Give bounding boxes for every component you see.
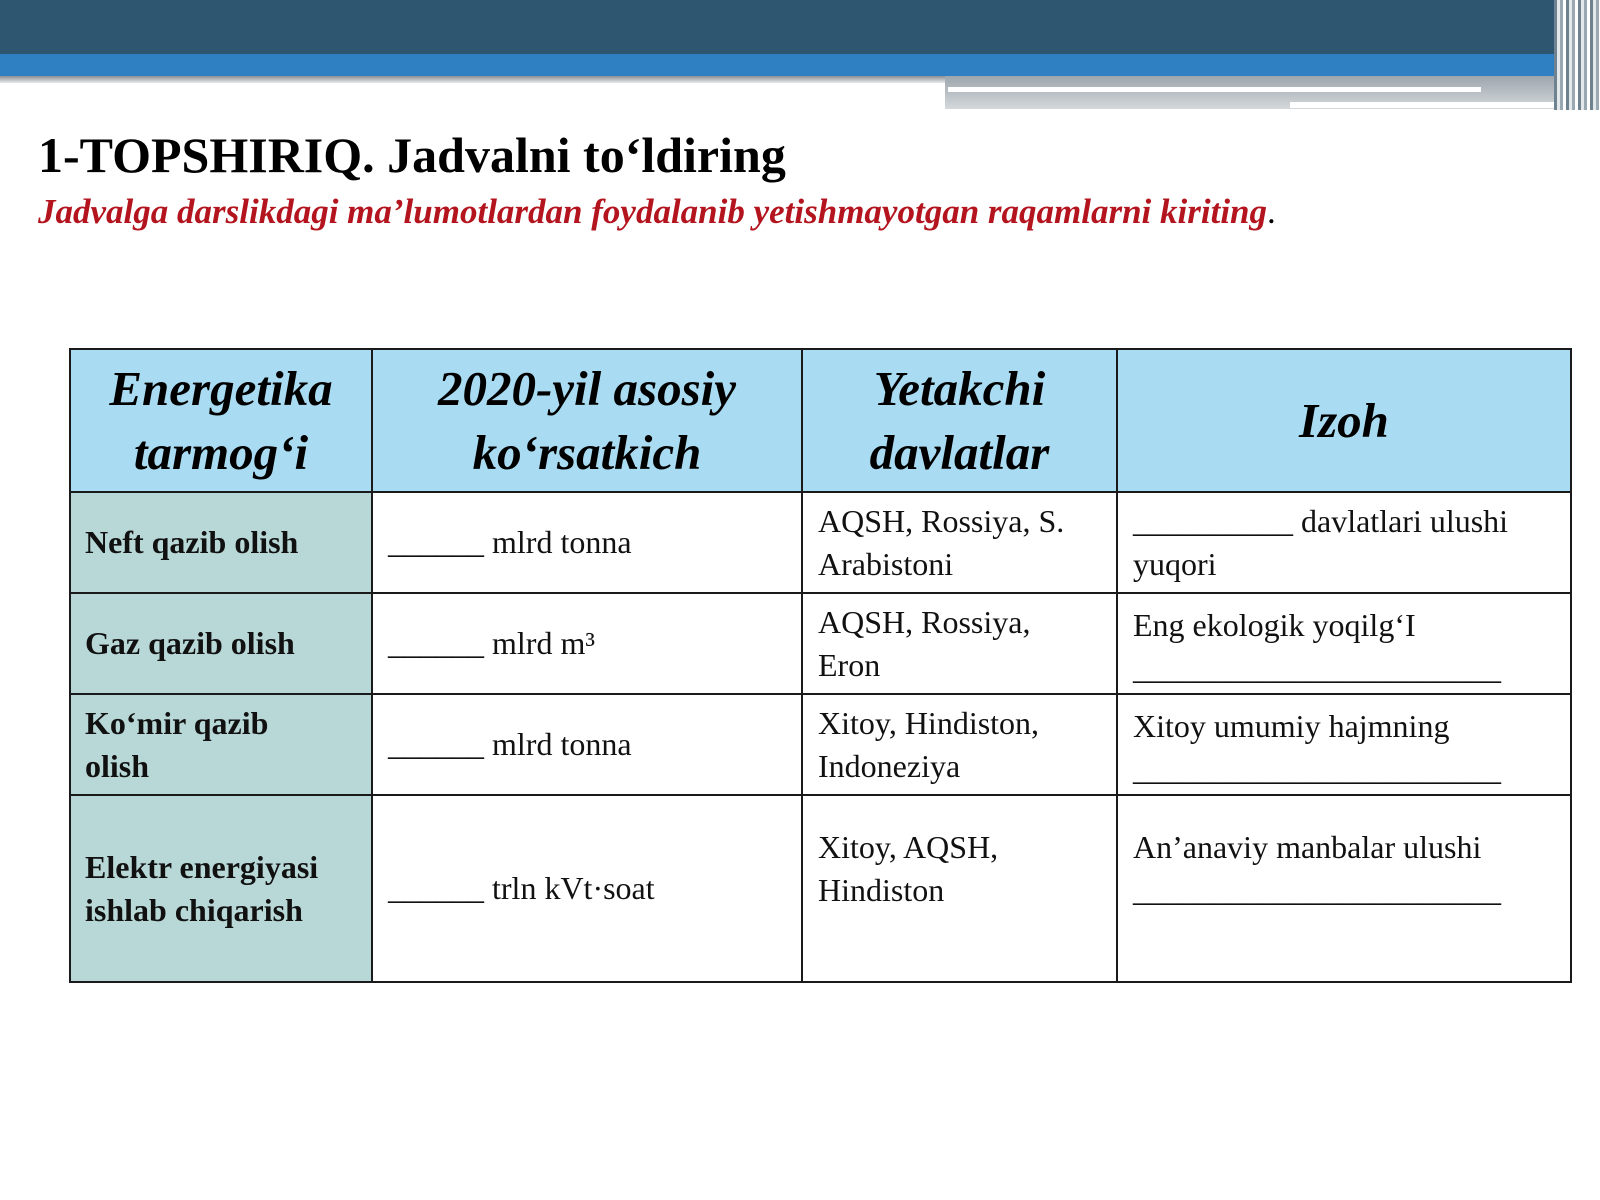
sector-cell: Gaz qazib olish (70, 593, 372, 694)
energy-table (69, 348, 1572, 983)
note-cell: Xitoy umumiy hajmning _______________________ (1117, 694, 1571, 795)
header-countries: Yetakchi davlatlar (802, 349, 1117, 492)
table-row (70, 795, 1571, 982)
note-cell: An’anaviy manbalar ulushi _______________________ (1117, 795, 1571, 982)
slide-subtitle (38, 192, 1276, 232)
note-cell: Eng ekologik yoqilg‘I _______________________ (1117, 593, 1571, 694)
table-header-row (70, 349, 1571, 492)
banner-line (1290, 102, 1570, 108)
top-banner (0, 0, 1600, 56)
banner-shadow (0, 76, 945, 83)
banner-line (948, 87, 1481, 92)
indicator-cell: ______ mlrd tonna (372, 492, 802, 593)
countries-cell: Xitoy, AQSH, Hindiston (802, 795, 1117, 982)
indicator-cell: ______ trln kVt·soat (372, 795, 802, 982)
indicator-cell: ______ mlrd m³ (372, 593, 802, 694)
header-indicator: 2020-yil asosiy ko‘rsatkich (372, 349, 802, 492)
subtitle-period: . (1267, 192, 1276, 231)
header-note: Izoh (1117, 349, 1571, 492)
indicator-cell: ______ mlrd tonna (372, 694, 802, 795)
sector-cell: Neft qazib olish (70, 492, 372, 593)
table-row (70, 492, 1571, 593)
banner-edge-pattern (1554, 0, 1600, 110)
top-banner-stripe (0, 54, 1600, 76)
note-cell: __________ davlatlari ulushi yuqori (1117, 492, 1571, 593)
slide-title: 1-TOPSHIRIQ. Jadvalni to‘ldiring (38, 127, 786, 183)
sector-cell: Elektr energiyasi ishlab chiqarish (70, 795, 372, 982)
sector-cell: Ko‘mir qazib olish (70, 694, 372, 795)
subtitle-text: Jadvalga darslikdagi ma’lumotlardan foydalanib yetishmayotgan raqamlarni kiriting (38, 192, 1268, 231)
countries-cell: AQSH, Rossiya, Eron (802, 593, 1117, 694)
countries-cell: Xitoy, Hindiston, Indoneziya (802, 694, 1117, 795)
header-sector: Energetika tarmog‘i (70, 349, 372, 492)
table-row (70, 694, 1571, 795)
countries-cell: AQSH, Rossiya, S. Arabistoni (802, 492, 1117, 593)
table-row (70, 593, 1571, 694)
